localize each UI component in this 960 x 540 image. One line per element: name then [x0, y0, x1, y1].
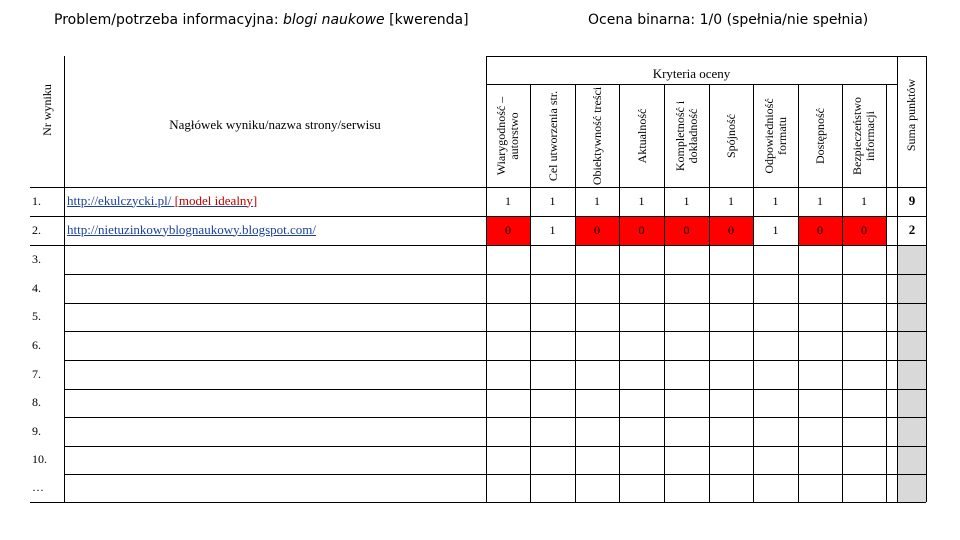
row-border [30, 216, 926, 217]
criterion-value: 0 [505, 222, 511, 237]
criterion-value: 0 [594, 222, 600, 237]
sum-column-header: Suma punktów [903, 78, 918, 152]
criterion-header: Cel utworzenia str. [545, 90, 559, 181]
row-number: 5. [32, 309, 41, 323]
criterion-value: 0 [861, 222, 867, 237]
criteria-left-border [486, 56, 487, 502]
row-number: 6. [32, 337, 41, 352]
criteria-column-border [798, 84, 799, 502]
criterion-value: 1 [549, 193, 556, 208]
criterion-value: 1 [817, 193, 823, 208]
table-right-border [926, 56, 927, 502]
row-number: 8. [32, 395, 41, 409]
criterion-header: Wiarygodność – autorstwo [494, 96, 521, 175]
criterion-value: 0 [638, 222, 645, 237]
row-border [64, 303, 926, 304]
row-number: … [32, 480, 44, 494]
nr-column-header: Nr wyniku [39, 84, 54, 136]
result-link-url[interactable]: http://nietuzinkowyblognaukowy.blogspot.com/ [67, 221, 317, 237]
criterion-value: 1 [549, 222, 556, 237]
row-number: 4. [32, 280, 41, 295]
criteria-column-border [664, 84, 665, 502]
header-bottom-border [30, 187, 926, 188]
criterion-value: 0 [683, 222, 690, 237]
criterion-value: 1 [772, 222, 779, 237]
table-bottom-border [30, 502, 926, 503]
criteria-group-border [486, 84, 897, 85]
rating-scale: Ocena binarna: 1/0 (spełnia/nie spełnia) [588, 12, 869, 28]
row-border [64, 331, 926, 332]
criterion-value: 1 [683, 193, 690, 208]
header-top-border [486, 56, 926, 57]
criterion-value: 1 [638, 193, 645, 208]
criteria-column-border [709, 84, 710, 502]
criterion-value: 0 [728, 222, 734, 237]
page-title: Problem/potrzeba informacyjna: blogi naukowe [kwerenda] [54, 12, 469, 28]
row-border [64, 474, 926, 475]
row-border [64, 274, 926, 275]
criterion-value: 1 [594, 193, 600, 208]
criterion-header: Dostępność [812, 107, 827, 164]
result-link[interactable] [67, 222, 316, 238]
criterion-header: Spójność [723, 113, 738, 158]
row-border [64, 360, 926, 361]
result-link-url[interactable]: http://ekulczycki.pl/ [67, 192, 172, 208]
criterion-header: Obiektywność treści [589, 86, 604, 185]
criterion-value: 1 [728, 193, 734, 208]
criterion-header: Odpowiedniość formatu [761, 97, 789, 174]
row-number: 2. [32, 222, 41, 237]
row-sum: 2 [908, 221, 916, 237]
row-border [64, 446, 926, 447]
row-number: 3. [32, 251, 41, 266]
result-link[interactable] [67, 193, 257, 209]
row-number: 9. [32, 423, 41, 438]
criterion-value: 1 [505, 193, 511, 208]
row-border [64, 389, 926, 390]
criterion-header: Bezpieczeństwo informacji [850, 96, 877, 175]
criteria-column-border [619, 84, 620, 502]
criterion-value: 1 [861, 193, 867, 208]
criteria-column-border [530, 84, 531, 502]
criteria-group-header: Kryteria oceny [652, 66, 731, 81]
criterion-header: Kompletność i dokładność [672, 100, 700, 171]
row-border [30, 245, 64, 246]
criteria-column-border [886, 84, 887, 502]
sum-column-shade [897, 245, 926, 502]
page-title-topic: blogi naukowe [283, 12, 385, 28]
row-number: 7. [32, 366, 41, 381]
sum-left-border [897, 56, 898, 502]
row-number: 10. [32, 452, 47, 466]
row-number: 1. [32, 193, 41, 208]
criteria-column-border [753, 84, 754, 502]
criterion-value: 0 [817, 222, 823, 237]
result-note: [model idealny] [171, 192, 258, 208]
criterion-value: 1 [772, 193, 779, 208]
criteria-column-border [575, 84, 576, 502]
row-border [30, 245, 926, 246]
criterion-header: Aktualność [634, 108, 648, 163]
row-border [64, 417, 926, 418]
name-column-header: Nagłówek wyniku/nazwa strony/serwisu [169, 117, 381, 132]
criteria-column-border [842, 84, 843, 502]
row-sum: 9 [908, 192, 916, 208]
